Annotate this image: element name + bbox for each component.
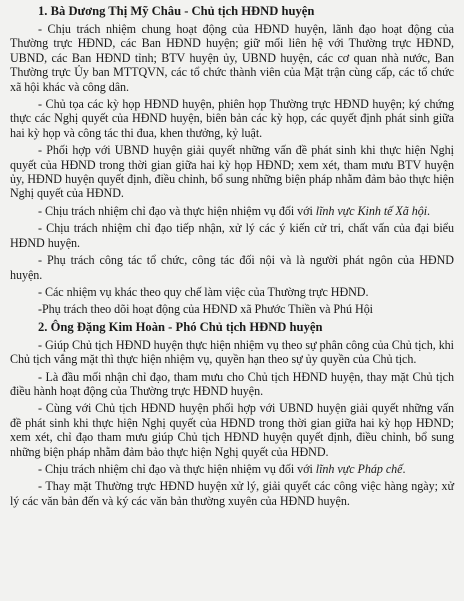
paragraph-text: - Chịu trách nhiệm chỉ đạo và thực hiện nhiệm vụ đối với <box>38 461 316 476</box>
paragraph-tail: . <box>427 203 431 218</box>
section-1-paragraph-2: - Chủ tọa các kỳ họp HĐND huyện, phiên họp Thường trực HĐND huyện; ký chứng thực các Nghị quyết của HĐND huyện, biên bản các kỳ họp, các quyết định phát sinh giữa hai kỳ họp và công tác thi đua, khen thưởng, kỷ luật. <box>10 97 454 140</box>
section-1-paragraph-5: - Chịu trách nhiệm chỉ đạo tiếp nhận, xử lý các ý kiến cử tri, chất vấn của đại biểu HĐND huyện. <box>10 221 454 250</box>
field-name-italic: lĩnh vực Kinh tế Xã hội <box>315 203 428 218</box>
section-2-paragraph-5: - Thay mặt Thường trực HĐND huyện xử lý, giải quyết các công việc hàng ngày; xử lý các văn bản đến và ký các văn bản thường xuyên của HĐND huyện. <box>10 479 454 508</box>
section-2-paragraph-4 <box>10 462 454 476</box>
section-1-paragraph-4 <box>10 204 454 218</box>
section-1-paragraph-1: - Chịu trách nhiệm chung hoạt động của HĐND huyện, lãnh đạo hoạt động của Thường trực HĐND, các Ban HĐND huyện; giữ mối liên hệ với Thường trực HĐND, UBND, các Ban HĐND tỉnh; BTV huyện ủy, UBND huyện, các cơ quan nhà nước, Ban Thường trực Ủy ban MTTQVN, các tổ chức thành viên của Mặt trận cùng cấp, các tổ chức xã hội khác và công dân. <box>10 22 454 94</box>
section-1-heading: 1. Bà Dương Thị Mỹ Châu - Chủ tịch HĐND huyện <box>38 4 315 18</box>
section-2-heading: 2. Ông Đặng Kim Hoàn - Phó Chủ tịch HĐND huyện <box>38 319 323 334</box>
section-1-paragraph-7: - Các nhiệm vụ khác theo quy chế làm việc của Thường trực HĐND. <box>38 284 369 299</box>
paragraph-tail: . <box>402 461 406 476</box>
paragraph-text: - Chịu trách nhiệm chỉ đạo và thực hiện nhiệm vụ đối với <box>38 203 316 218</box>
field-name-italic: lĩnh vực Pháp chế <box>315 461 403 476</box>
section-1-paragraph-8: -Phụ trách theo dõi hoạt động của HĐND xã Phước Thiền và Phú Hội <box>38 302 373 317</box>
section-1-paragraph-6: - Phụ trách công tác tổ chức, công tác đối nội và là người phát ngôn của HĐND huyện. <box>10 253 454 282</box>
section-1-paragraph-3: - Phối hợp với UBND huyện giải quyết những vấn đề phát sinh khi thực hiện Nghị quyết của HĐND trong thời gian giữa hai kỳ họp HĐND; xem xét, tham mưu BTV huyện ủy, HĐND huyện quyết định, điều chỉnh, bổ sung những biện pháp nhằm đảm bảo thực hiện Nghị quyết của HĐND. <box>10 143 454 201</box>
section-2-paragraph-3: - Cùng với Chủ tịch HĐND huyện phối hợp với UBND huyện giải quyết những vấn đề phát sinh khi thực hiện Nghị quyết của HĐND trong thời gian giữa hai kỳ họp HĐND; xem xét, chỉ đạo tham mưu giúp Chủ tịch HĐND huyện quyết định, điều chỉnh, bổ sung những biện pháp nhằm đảm bảo thực hiện Nghị quyết của HĐND. <box>10 401 454 459</box>
section-2-paragraph-1: - Giúp Chủ tịch HĐND huyện thực hiện nhiệm vụ theo sự phân công của Chủ tịch, khi Chủ tịch vắng mặt thì thực hiện nhiệm vụ, quyền hạn theo sự ủy quyền của Chủ tịch. <box>10 337 454 367</box>
section-2-paragraph-2: - Là đầu mối nhận chỉ đạo, tham mưu cho Chủ tịch HĐND huyện, thay mặt Chủ tịch điều hành hoạt động của Thường trực HĐND huyện. <box>10 369 454 398</box>
